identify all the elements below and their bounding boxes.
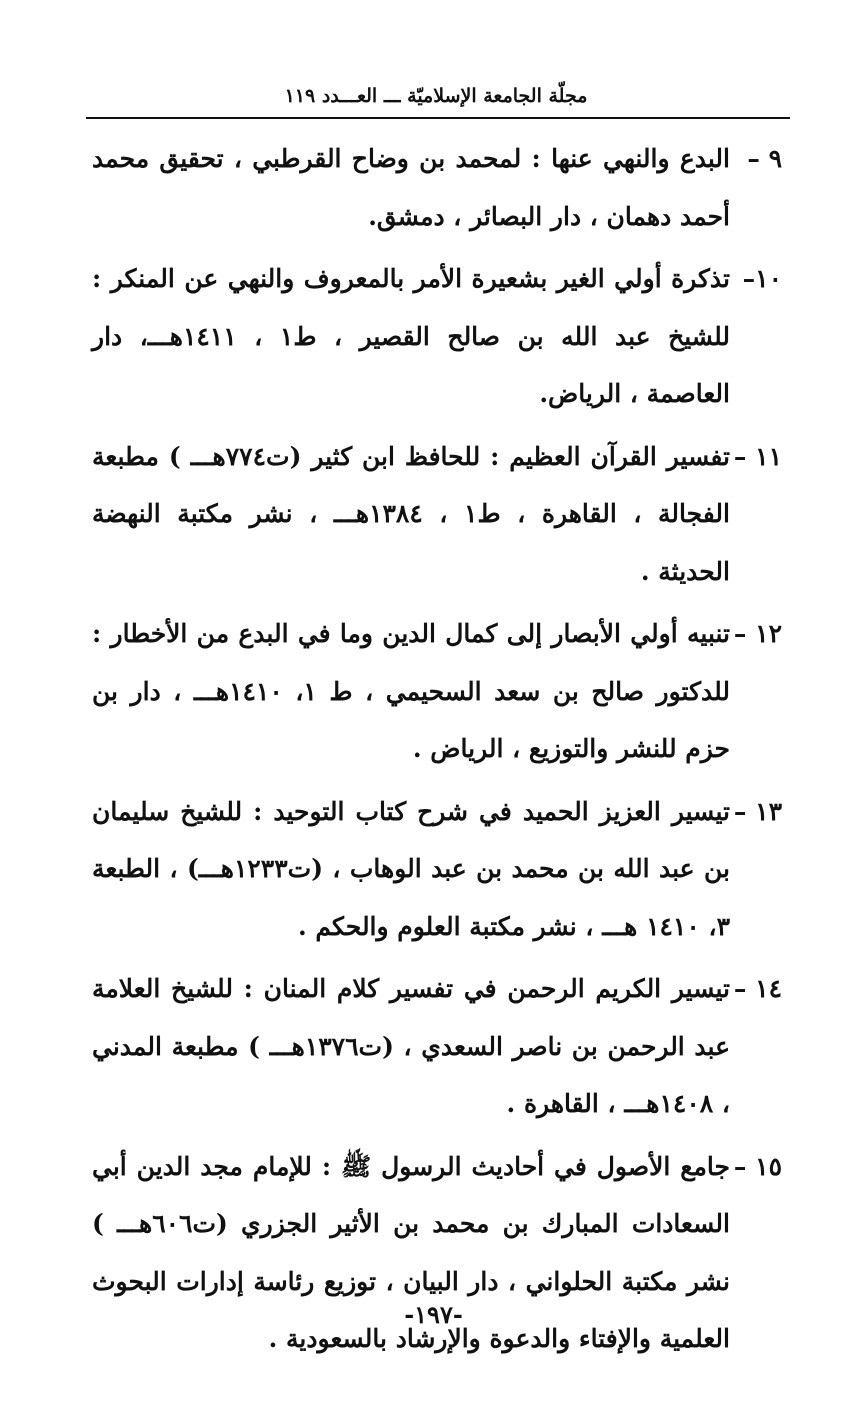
- reference-text: جامع الأصول في أحاديث الرسول ﷺ : للإمام مجد الدين أبي السعادات المبارك بن محمد بن الأثير الجزري (ت٦٠٦هـــ ) نشر مكتبة الحلواني ، دار البيان ، توزيع رئاسة إدارات البحوث العلمية والإفتاء والدعوة والإرشاد بالسعودية .: [92, 1151, 730, 1353]
- reference-number: ١٠–: [742, 264, 782, 293]
- reference-text: البدع والنهي عنها : لمحمد بن وضاح القرطبي ، تحقيق محمد أحمد دهمان ، دار البصائر ، دمشق.: [92, 144, 730, 231]
- reference-number: ١٢ –: [733, 619, 782, 648]
- reference-text: تنبيه أولي الأبصار إلى كمال الدين وما في البدع من الأخطار : للدكتور صالح بن سعد السحيمي ، ط ١، ١٤١٠هـــ ، دار بن حزم للنشر والتوزيع ، الرياض .: [92, 619, 730, 763]
- reference-item: [92, 605, 782, 778]
- reference-list: [92, 130, 782, 1373]
- reference-text: تيسير الكريم الرحمن في تفسير كلام المنان : للشيخ العلامة عبد الرحمن بن ناصر السعدي ، (ت١٣٧٦هـــ ) مطبعة المدني ، ١٤٠٨هـــ ، القاهرة .: [92, 974, 730, 1118]
- reference-number: ١٣ –: [733, 796, 782, 826]
- header-divider: [86, 117, 790, 119]
- reference-text: تفسير القرآن العظيم : للحافظ ابن كثير (ت٧٧٤هـــ ) مطبعة الفجالة ، القاهرة ، ط١ ، ١٣٨٤هـــ ، نشر مكتبة النهضة الحديثة .: [92, 441, 731, 586]
- reference-number: ١١ –: [733, 441, 782, 471]
- reference-text: تذكرة أولي الغير بشعيرة الأمر بالمعروف والنهي عن المنكر : للشيخ عبد الله بن صالح القصير ، ط١ ، ١٤١١هـــ، دار العاصمة ، الرياض.: [92, 264, 730, 408]
- reference-item: [92, 1138, 782, 1368]
- reference-number: ١٥ –: [733, 1151, 782, 1181]
- reference-item: [92, 130, 782, 245]
- reference-text: تيسير العزيز الحميد في شرح كتاب التوحيد : للشيخ سليمان بن عبد الله بن محمد بن عبد الوهاب ، (ت١٢٣٣هـــ) ، الطبعة ٣، ١٤١٠ هـــ ، نشر مكتبة العلوم والحكم .: [92, 796, 730, 941]
- reference-item: [92, 960, 782, 1133]
- running-header: مجلّة الجامعة الإسلاميّة ـــ العـــدد ١١٩: [284, 85, 588, 107]
- reference-item: [92, 250, 782, 423]
- reference-number: ١٤ –: [733, 974, 782, 1003]
- page-number: -١٩٧-: [404, 1300, 463, 1329]
- reference-number: ٩ –: [747, 144, 782, 173]
- reference-item: [92, 428, 782, 601]
- reference-item: [92, 783, 782, 956]
